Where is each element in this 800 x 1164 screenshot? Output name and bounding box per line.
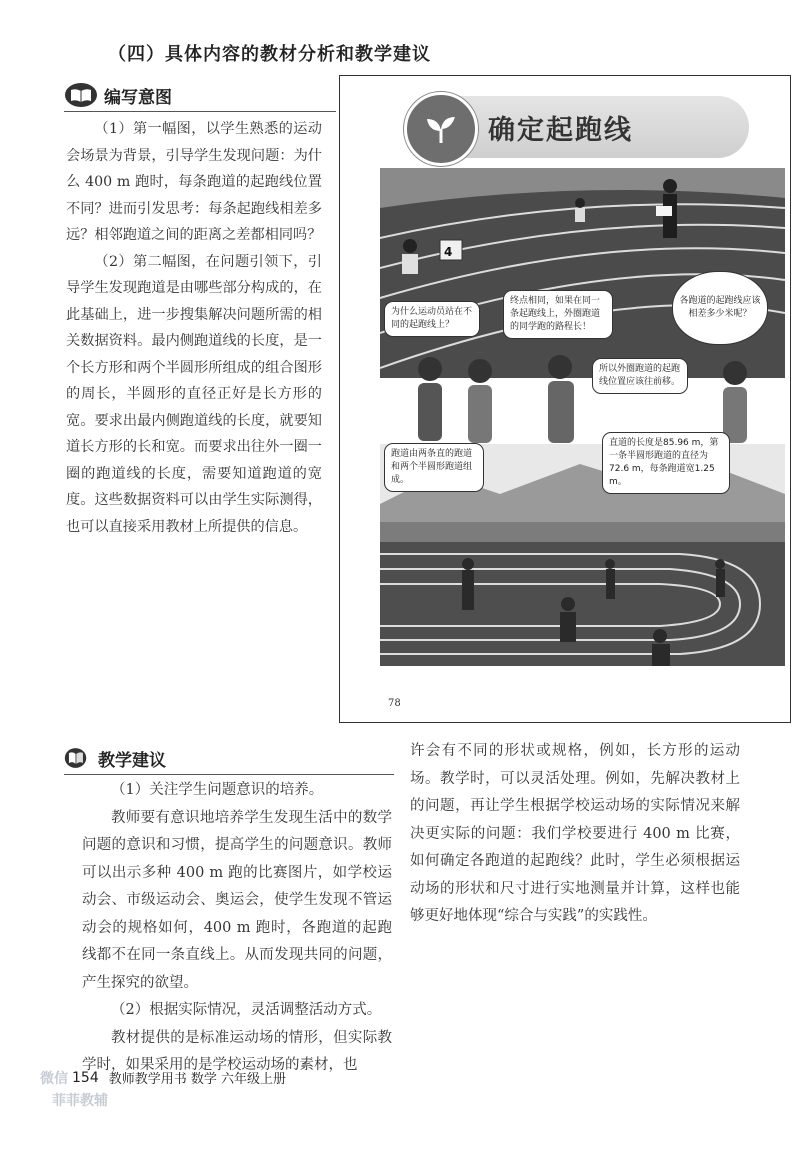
paragraph: （2）根据实际情况，灵活调整活动方式。 [111, 1002, 382, 1018]
footer-page-number: 154 [72, 1069, 99, 1086]
sprout-badge [404, 92, 478, 166]
section-label-writing-intent [64, 82, 172, 108]
sprout-icon [421, 109, 461, 149]
section-rule [64, 111, 336, 112]
open-book-icon [64, 82, 98, 108]
page-heading: （四）具体内容的教材分析和教学建议 [108, 44, 431, 65]
writing-intent-text [66, 116, 322, 540]
speech-bubble-track-parts: 跑道由两条直的跑道和两个半圆形跑道组成。 [384, 443, 484, 492]
paragraph: （1）关注学生问题意识的培养。 [111, 782, 324, 798]
paragraph: （1）第一幅图，以学生熟悉的运动会场景为背景，引导学生发现问题：为什么 400 m 跑时，每条跑道的起跑线位置不同？进而引发思考：每条起跑线相差多远？相邻跑道之间的距离之差都相同吗？ [66, 121, 322, 243]
thought-bubble-difference: 各跑道的起跑线应该相差多少米呢？ [672, 271, 768, 345]
watermark-line2: 菲菲教辅 [52, 1093, 108, 1109]
lane-number-sign: 4 [444, 245, 453, 259]
textbook-page [339, 75, 791, 723]
paragraph: 许会有不同的形状或规格，例如，长方形的运动场。教学时，可以灵活处理。例如，先解决教材上的问题，再让学生根据学校运动场的实际情况来解决更实际的问题：我们学校要进行 400 m 比赛，如何确定各跑道的起跑线？此时，学生必须根据运动场的形状和尺寸进行实地测量并计算，这样也能够更好地体现“综合与实践”的实践性。 [410, 743, 740, 924]
textbook-page-number: 78 [388, 698, 401, 709]
speech-bubble-why: 为什么运动员站在不同的起跑线上？ [384, 301, 480, 337]
paragraph: （2）第二幅图，在问题引领下，引导学生发现跑道是由哪些部分构成的，在此基础上，进一步搜集解决问题所需的相关数据资料。最内侧跑道线的长度，是一个长方形和两个半圆形所组成的组合图形的周长，半圆形的直径正好是长方形的宽。要求出最内侧跑道线的长度，就要知道长方形的长和宽。而要求出往外一圈一圈的跑道线的长度，需要知道跑道的宽度。这些数据资料可以由学生实际测得，也可以直接采用教材上所提供的信息。 [66, 253, 322, 535]
page-footer [72, 1068, 286, 1087]
speech-bubble-outer-lane: 终点相同，如果在同一条起跑线上，外圈跑道的同学跑的路程长！ [503, 290, 613, 339]
textbook-title: 确定起跑线 [488, 115, 633, 146]
speech-bubble-move-forward: 所以外圈跑道的起跑线位置应该往前移。 [592, 358, 688, 394]
watermark-line1: 微信 [40, 1071, 68, 1087]
section-label-text: 编写意图 [104, 87, 172, 108]
footer-book-title: 教师教学用书 数学 六年级上册 [108, 1072, 286, 1087]
teaching-book-icon [64, 745, 92, 771]
teaching-suggestions-left [82, 777, 392, 1080]
section-rule [64, 774, 394, 775]
section-label-teaching-suggestions [64, 745, 166, 771]
paragraph: 教材提供的是标准运动场的情形，但实际教学时，如果采用的是学校运动场的素材，也 [82, 1029, 392, 1073]
paragraph: 教师要有意识地培养学生发现生活中的数学问题的意识和习惯，提高学生的问题意识。教师可以出示多种 400 m 跑的比赛图片，如学校运动会、市级运动会、奥运会，使学生发现不管运动会的规格如何，400 m 跑时，各跑道的起跑线都不在同一条直线上。从而发现共同的问题，产生探究的欲望。 [82, 809, 392, 991]
speech-bubble-track-dimensions: 直道的长度是85.96 m，第一条半圆形跑道的直径为72.6 m，每条跑道宽1.25 m。 [602, 432, 730, 494]
section-label-text: 教学建议 [98, 750, 166, 771]
teaching-suggestions-right [410, 738, 740, 931]
